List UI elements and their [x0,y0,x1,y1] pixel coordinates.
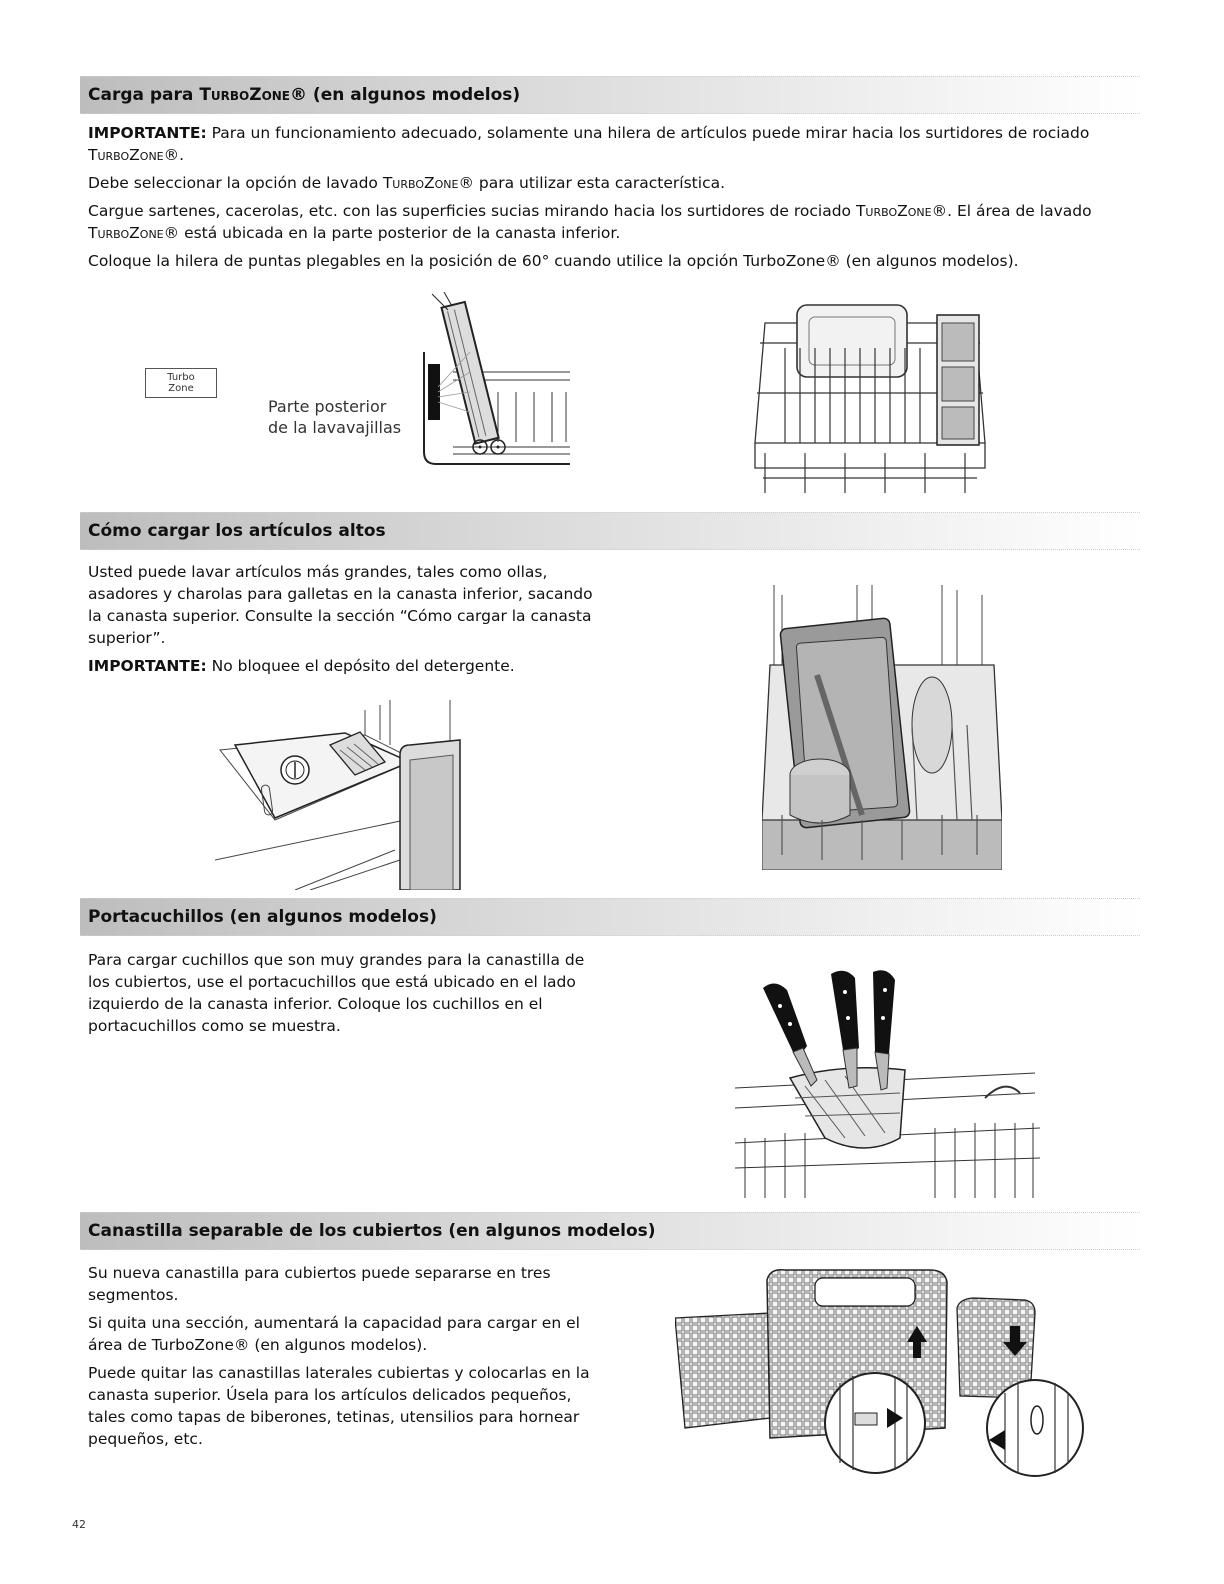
silverware-basket-capacity: Si quita una sección, aumentará la capacidad para cargar en el área de TurboZone® (en algunos modelos). [88,1314,580,1354]
section-title-turbozone: Carga para TurboZone® (en algunos modelos) [88,85,521,105]
lower-rack-turbozone-illustration [745,293,995,493]
turbozone-button-illustration: Turbo Zone [145,368,217,398]
knife-holder-illustration [735,968,1040,1198]
turbozone-load-instructions: Cargue sartenes, cacerolas, etc. con las superficies sucias mirando hacia los surtidores de rociado TurboZone®. El área de lavado TurboZone® está ubicada en la parte posterior de la canasta inferior. [88,202,1092,242]
turbozone-select-option: Debe seleccionar la opción de lavado TurboZone® para utilizar esta característica. [88,174,726,192]
silverware-basket-side-baskets: Puede quitar las canastillas laterales cubiertas y colocarlas en la canasta superior. Úsela para los artículos delicados pequeños, tales como tapas de biberones, tetinas, utensilios para hornear pequeños, etc. [88,1364,590,1448]
silverware-basket-body [88,1262,593,1456]
section-title-silverware-basket: Canastilla separable de los cubiertos (en algunos modelos) [88,1221,656,1241]
tall-items-important: IMPORTANTE: No bloquee el depósito del detergente. [88,657,515,675]
turbozone-tines-instruction: Coloque la hilera de puntas plegables en la posición de 60° cuando utilice la opción TurboZone® (en algunos modelos). [88,252,1019,270]
tall-items-rack-illustration [762,585,1002,870]
page-number: 42 [72,1518,86,1531]
section-header-tall-items [80,512,1140,550]
tall-items-body [88,561,593,683]
turbozone-body [88,122,1138,278]
section-title-tall-items: Cómo cargar los artículos altos [88,521,386,541]
section-title-knife-holder: Portacuchillos (en algunos modelos) [88,907,437,927]
silverware-basket-illustration [675,1268,1095,1480]
knife-holder-body [88,949,593,1043]
section-header-silverware-basket [80,1212,1140,1250]
tall-items-paragraph: Usted puede lavar artículos más grandes, tales como ollas, asadores y charolas para galletas en la canasta inferior, sacando la canasta superior. Consulte la sección “Cómo cargar la canasta superior”. [88,563,593,647]
section-header-knife-holder [80,898,1140,936]
turbozone-important: IMPORTANTE: Para un funcionamiento adecuado, solamente una hilera de artículos puede mirar hacia los surtidores de rociado TurboZone®. [88,124,1090,164]
section-header-turbozone [80,76,1140,114]
silverware-basket-segments: Su nueva canastilla para cubiertos puede separarse en tres segmentos. [88,1264,551,1304]
turbozone-side-illustration [418,292,573,467]
detergent-dispenser-illustration [215,700,465,890]
dishwasher-rear-caption: Parte posterior de la lavavajillas [268,397,402,437]
knife-holder-paragraph: Para cargar cuchillos que son muy grandes para la canastilla de los cubiertos, use el portacuchillos que está ubicado en el lado izquierdo de la canasta inferior. Coloque los cuchillos en el portacuchillos como se muestra. [88,951,585,1035]
